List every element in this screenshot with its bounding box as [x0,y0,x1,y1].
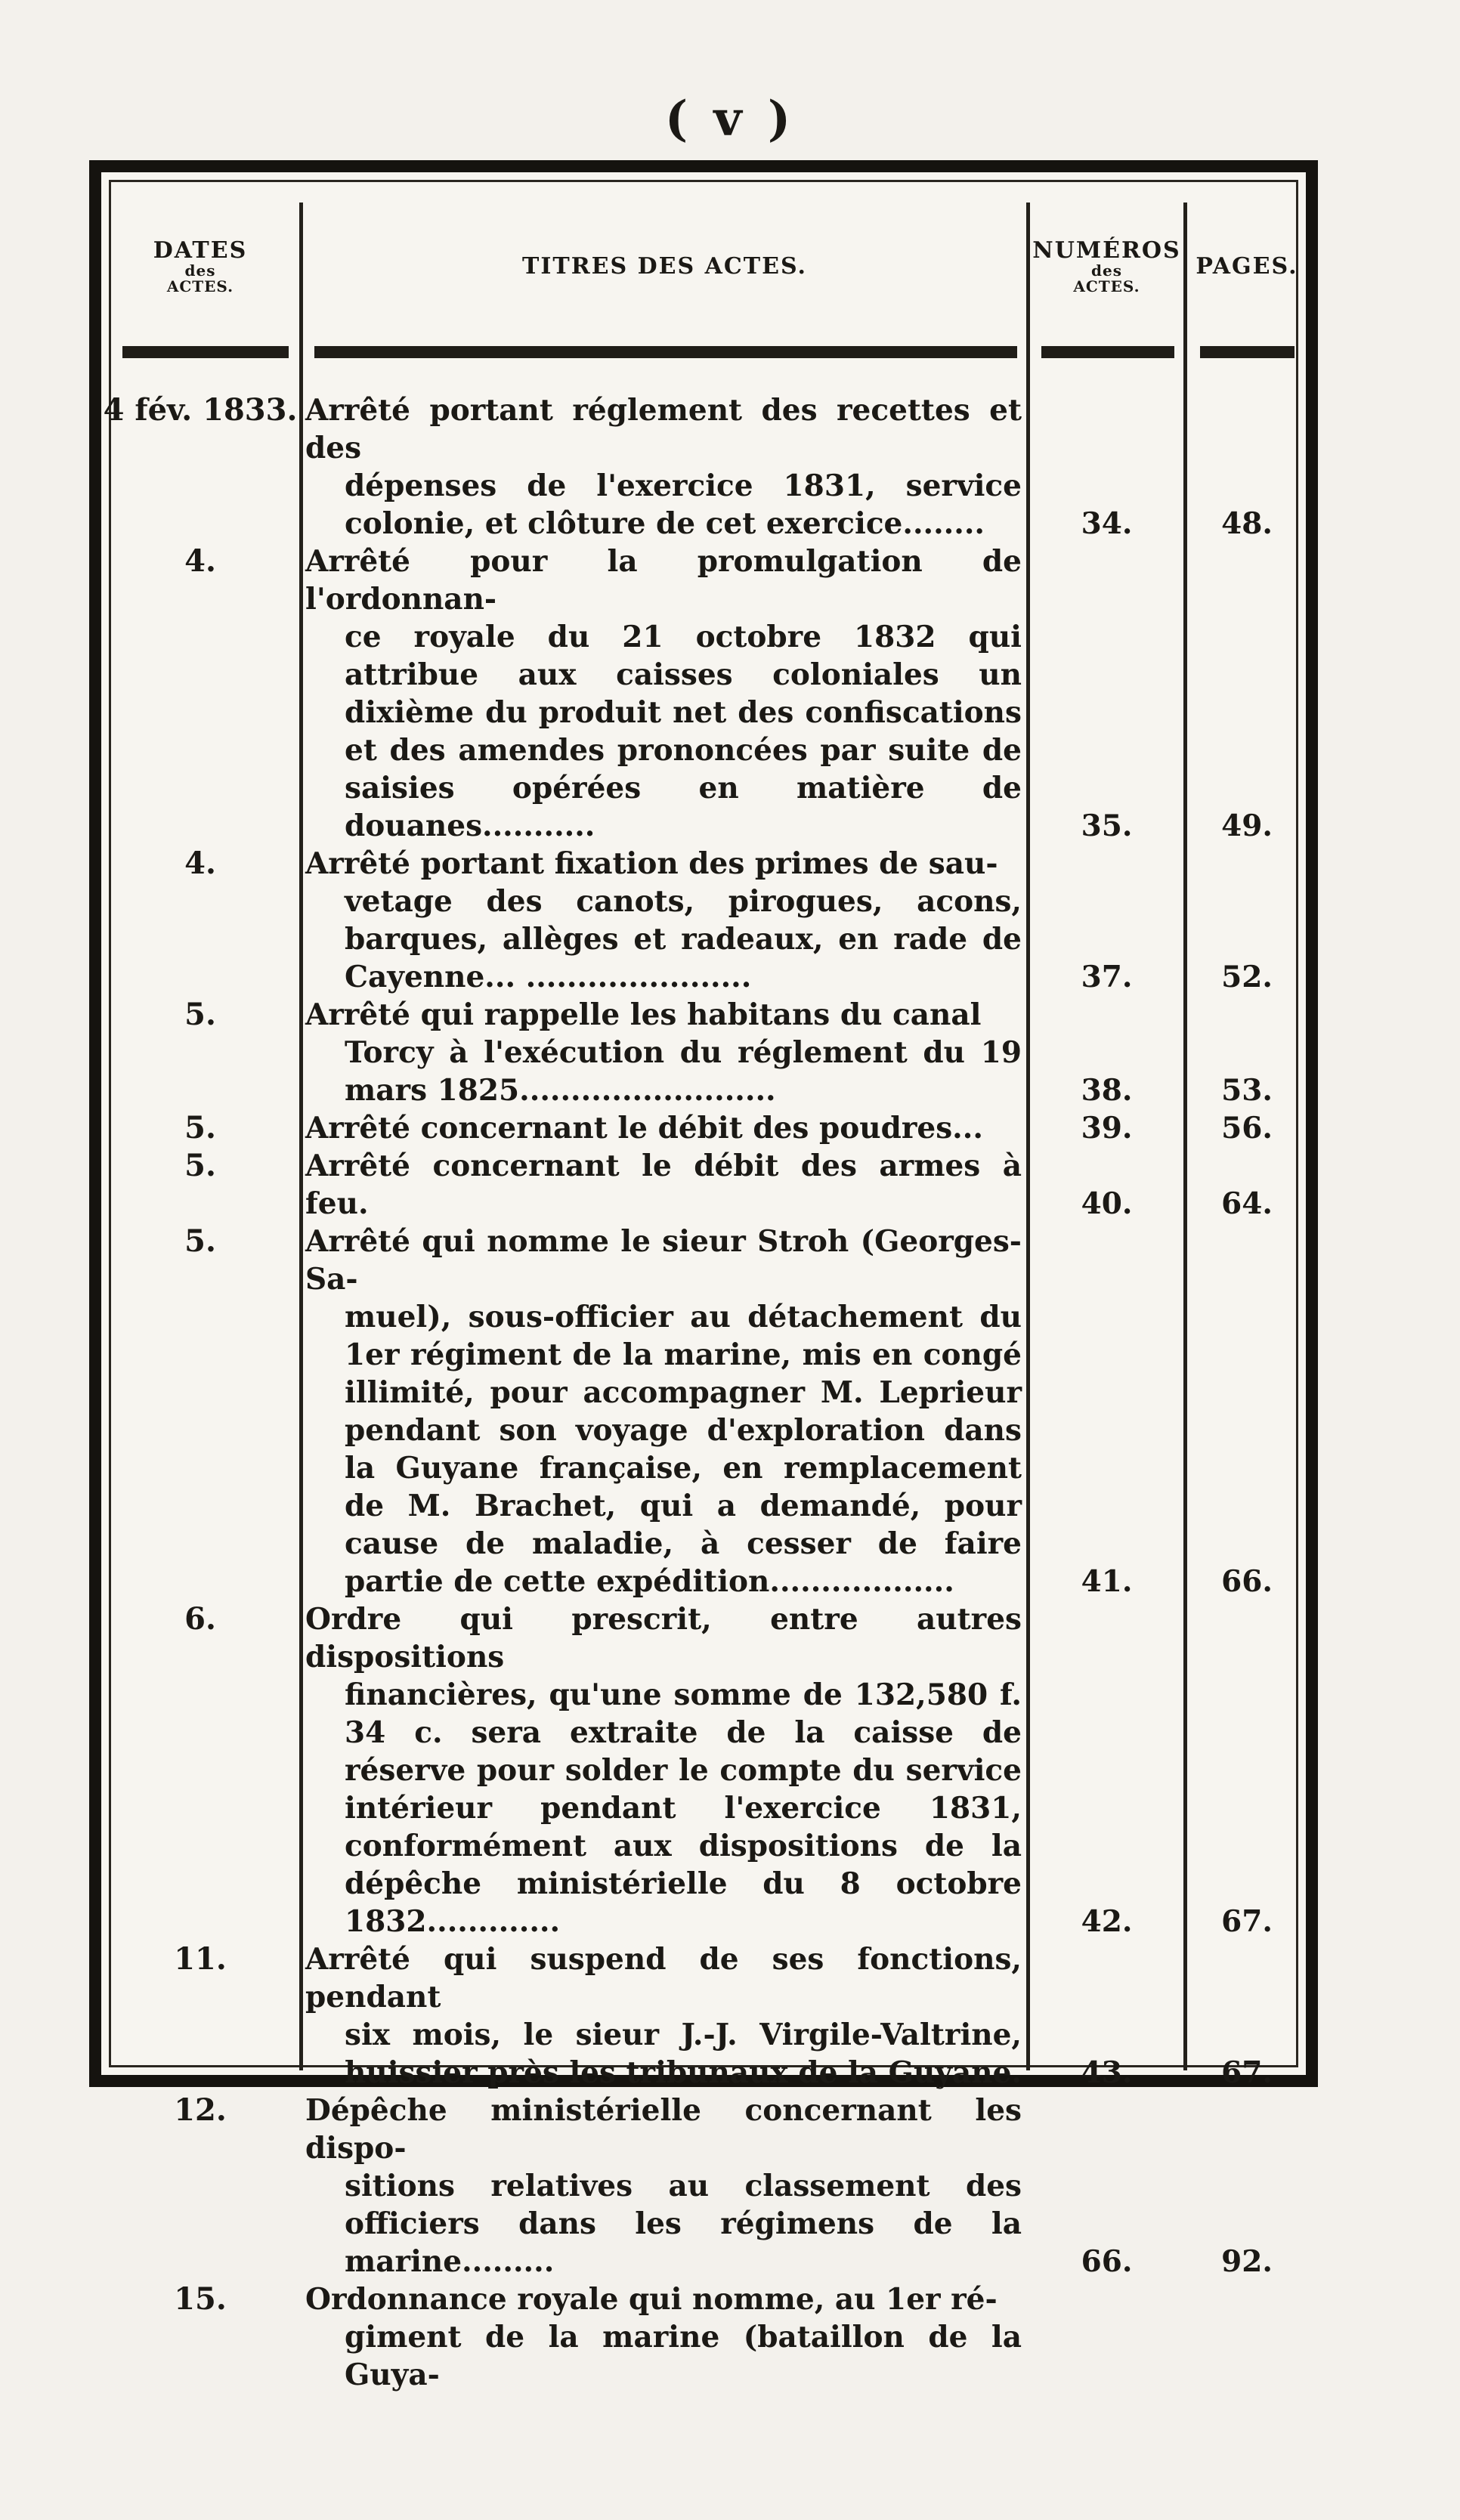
entry-numero: 40. [1081,1186,1133,1221]
entry-title-continuation: dépenses de l'exercice 1831, service colonie, et clôture de cet exercice........ [345,468,1022,541]
header-pages [1187,218,1307,316]
entry-date: 12. [174,2092,227,2128]
entry-title-first-line: Arrêté portant réglement des recettes et des [305,393,1022,465]
entry-title-continuation: muel), sous-officier au détachement du 1er régiment de la marine, mis en congé illimité, pour accompagner M. Leprieur pendant son voyage d'exploration dans la Guyane française, en remplacement de M. Brachet, qui a demandé, pour cause de maladie, à cesser de faire partie de cette expédition.................. [345,1300,1022,1599]
entry-title-first-line: Dépêche ministérielle concernant les dispo- [305,2093,1022,2166]
entry-title-continuation: giment de la marine (bataillon de la Guya- [345,2320,1022,2392]
entry-row [101,845,1307,996]
entry-title [305,1940,1022,2092]
table-frame [89,160,1318,2392]
entry-row [101,1940,1307,2092]
entry-page: 52. [1221,960,1273,994]
entry-numero: 42. [1081,1904,1133,1939]
entry-title [305,845,1022,996]
entry-title [305,391,1022,543]
header-rule [314,346,1017,358]
entry-title-continuation: vetage des canots, pirogues, acons, barques, allèges et radeaux, en rade de Cayenne... ...................... [345,884,1022,994]
header-titles [303,218,1026,316]
entry-row [101,2092,1307,2280]
entry-title [305,1109,1022,1147]
entry-title-first-line: Ordonnance royale qui nomme, au 1er ré- [305,2282,998,2317]
header-numeros [1030,218,1183,316]
entry-numero: 34. [1081,506,1133,541]
entry-numero: 43. [1081,2055,1133,2090]
header-dates-line1: DATES [153,237,248,264]
entry-title-continuation: six mois, le sieur J.-J. Virgile-Valtrine, huissier près les tribunaux de la Guyane. [345,2018,1022,2090]
entry-numero: 66. [1081,2244,1133,2279]
entry-title-continuation: sitions relatives au classement des officiers dans les régimens de la marine......... [345,2169,1022,2279]
entry-row [101,1109,1307,1147]
entry-page: 92. [1221,2244,1273,2279]
header-pages-text: PAGES. [1196,253,1298,280]
entry-row [101,2280,1307,2394]
header-numeros-line1: NUMÉROS [1032,237,1181,264]
entries-list [101,391,1307,2394]
header-numeros-line2: des [1091,261,1122,280]
header-dates-line3: ACTES. [166,277,234,295]
header-numeros-line3: ACTES. [1073,277,1140,295]
entry-numero: 41. [1081,1564,1133,1599]
header-rule [1041,346,1174,358]
entry-page: 53. [1221,1073,1273,1108]
entry-page: 67. [1221,1904,1273,1939]
entry-title [305,2280,1022,2394]
entry-page: 67. [1221,2055,1273,2090]
page-number: ( v ) [664,91,796,147]
header-rule [122,346,289,358]
entry-date: 4. [184,543,216,579]
entry-title [305,1147,1022,1223]
entry-page: 56. [1221,1111,1273,1146]
entry-page: 49. [1221,809,1273,843]
entry-date: 15. [174,2281,227,2317]
entry-row [101,1147,1307,1223]
header-dates [101,218,299,316]
entry-date: 5. [184,1223,216,1259]
entry-date: 5. [184,997,216,1032]
entry-title-first-line: Arrêté qui rappelle les habitans du canal [305,997,982,1032]
header-titles-text: TITRES DES ACTES. [522,253,807,280]
entry-title [305,2092,1022,2280]
entry-row [101,1223,1307,1600]
entry-page: 64. [1221,1186,1273,1221]
entry-row [101,543,1307,845]
entry-title-first-line: Arrêté pour la promulgation de l'ordonnan- [305,544,1022,617]
entry-title-continuation: financières, qu'une somme de 132,580 f. 34 c. sera extraite de la caisse de réserve pour solder le compte du service intérieur pendant l'exercice 1831, conformément aux dispositions de la dépêche ministérielle du 8 octobre 1832............. [345,1677,1022,1939]
entry-title [305,1223,1022,1600]
entry-row [101,1600,1307,1940]
entry-title-first-line: Arrêté qui nomme le sieur Stroh (Georges-Sa- [305,1224,1022,1297]
entry-title-first-line: Arrêté qui suspend de ses fonctions, pendant [305,1942,1022,2014]
entry-title [305,996,1022,1109]
header-dates-line2: des [184,261,216,280]
entry-title [305,1600,1022,1940]
entry-numero: 39. [1081,1111,1133,1146]
entry-page: 48. [1221,506,1273,541]
entry-title [305,543,1022,845]
entry-title-continuation: Torcy à l'exécution du réglement du 19 mars 1825......................... [345,1035,1022,1108]
entry-row [101,391,1307,543]
entry-date: 4. [184,846,216,881]
entry-title-first-line: Arrêté portant fixation des primes de sau- [305,846,998,881]
entry-date: 6. [184,1601,216,1637]
entry-numero: 38. [1081,1073,1133,1108]
entry-date: 11. [174,1941,227,1977]
entry-numero: 37. [1081,960,1133,994]
entry-date: 4 fév. 1833. [103,392,298,428]
entry-numero: 35. [1081,809,1133,843]
entry-title-first-line: Arrêté concernant le débit des poudres... [305,1111,983,1146]
entry-date: 5. [184,1148,216,1183]
entry-page: 66. [1221,1564,1273,1599]
entry-title-first-line: Arrêté concernant le débit des armes à feu. [305,1149,1022,1221]
entry-title-first-line: Ordre qui prescrit, entre autres dispositions [305,1602,1022,1674]
entry-date: 5. [184,1110,216,1146]
entry-row [101,996,1307,1109]
header-rule [1200,346,1295,358]
entry-title-continuation: ce royale du 21 octobre 1832 qui attribue aux caisses coloniales un dixième du produit net des confiscations et des amendes prononcées par suite de saisies opérées en matière de douanes........... [345,620,1022,843]
